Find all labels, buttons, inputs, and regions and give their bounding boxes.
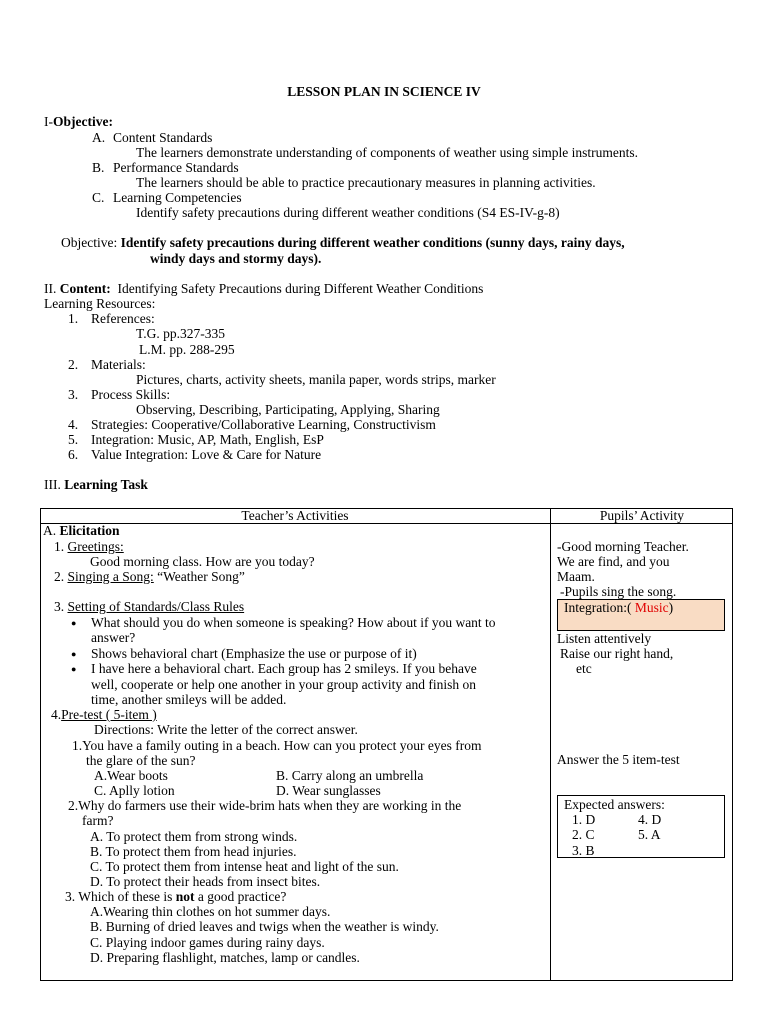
resource-integration: Integration: Music, AP, Math, English, EsP (91, 432, 324, 447)
learning-competencies-text: Identify safety precautions during different weather conditions (S4 ES-IV-g-8) (136, 205, 560, 220)
question2-choice-a: A. To protect them from strong winds. (90, 829, 298, 844)
question3-choice-c: C. Playing indoor games during rainy days. (90, 935, 325, 950)
resource-num-3: 3. (68, 387, 79, 402)
objective-statement-line2: windy days and stormy days). (150, 251, 322, 266)
bullet-dot: ● (71, 649, 77, 659)
performance-standards-label: Performance Standards (113, 160, 239, 175)
answer-5: 5. A (638, 827, 661, 842)
answer-1: 1. D (572, 812, 596, 827)
table-header-divider (40, 523, 733, 524)
objective-heading: I-Objective: (44, 114, 113, 129)
answer-3: 3. B (572, 843, 595, 858)
bullet3-line2: well, cooperate or help one another in your group activity and finish on (91, 677, 477, 692)
objective-statement-line1: Objective: Identify safety precautions during different weather conditions (sunny days, rainy days, (61, 235, 625, 250)
content-standards-label: Content Standards (113, 130, 213, 145)
question1-choice-c: C. Aplly lotion (94, 783, 175, 798)
learning-resources-label: Learning Resources: (44, 296, 156, 311)
question1-line2: the glare of the sun? (86, 753, 196, 768)
reference-lm: L.M. pp. 288-295 (139, 342, 235, 357)
pupils-answer-test: Answer the 5 item-test (557, 752, 680, 767)
content-standards-text: The learners demonstrate understanding of components of weather using simple instruments. (136, 145, 638, 160)
resource-materials: Materials: (91, 357, 146, 372)
content-standards-letter: A. (92, 130, 106, 145)
pupils-etc: etc (576, 661, 592, 676)
question2-choice-c: C. To protect them from intense heat and light of the sun. (90, 859, 399, 874)
question2-choice-b: B. To protect them from head injuries. (90, 844, 297, 859)
pretest-item: 4.Pre-test ( 5-item ) (51, 707, 157, 722)
resource-num-1: 1. (68, 311, 79, 326)
expected-answers-label: Expected answers: (564, 797, 665, 812)
resource-process-skills: Process Skills: (91, 387, 171, 402)
pretest-directions: Directions: Write the letter of the correct answer. (94, 722, 358, 737)
greetings-text: Good morning class. How are you today? (90, 554, 315, 569)
question2-line1: 2.Why do farmers use their wide-brim hats when they are working in the (68, 798, 462, 813)
greetings-item: 1. Greetings: (54, 539, 124, 554)
question1-choice-b: B. Carry along an umbrella (276, 768, 424, 783)
resource-num-4: 4. (68, 417, 79, 432)
answer-2: 2. C (572, 827, 595, 842)
integration-label: Integration:( Music) (564, 600, 674, 615)
table-column-divider (550, 508, 551, 981)
answer-4: 4. D (638, 812, 662, 827)
resource-num-6: 6. (68, 447, 79, 462)
bullet3-line3: time, another smileys will be added. (91, 692, 287, 707)
reference-tg: T.G. pp.327-335 (136, 326, 225, 341)
bullet1-line1: What should you do when someone is speaking? How about if you want to (91, 615, 496, 630)
resource-references: References: (91, 311, 155, 326)
bullet2-text: Shows behavioral chart (Emphasize the use or purpose of it) (91, 646, 417, 661)
resource-num-2: 2. (68, 357, 79, 372)
content-heading: II. Content: Identifying Safety Precautions during Different Weather Conditions (44, 281, 484, 296)
teacher-activities-header: Teacher’s Activities (241, 508, 349, 523)
question3-line1: 3. Which of these is not a good practice? (65, 889, 287, 904)
learning-competencies-letter: C. (92, 190, 105, 205)
bullet3-line1: I have here a behavioral chart. Each group has 2 smileys. If you behave (91, 661, 477, 676)
resource-value-integration: Value Integration: Love & Care for Nature (91, 447, 322, 462)
pupils-greeting-line3: Maam. (557, 569, 595, 584)
question2-line2: farm? (82, 813, 114, 828)
resource-num-5: 5. (68, 432, 79, 447)
materials-text: Pictures, charts, activity sheets, manila paper, words strips, marker (136, 372, 496, 387)
elicitation-heading: A. Elicitation (43, 523, 120, 538)
pupils-greeting-line2: We are find, and you (557, 554, 670, 569)
pupils-activity-header: Pupils’ Activity (599, 508, 685, 523)
performance-standards-letter: B. (92, 160, 105, 175)
question1-choice-d: D. Wear sunglasses (276, 783, 381, 798)
question1-line1: 1.You have a family outing in a beach. How can you protect your eyes from (72, 738, 482, 753)
page-title: LESSON PLAN IN SCIENCE IV (287, 84, 481, 99)
pupils-listen: Listen attentively (557, 631, 652, 646)
performance-standards-text: The learners should be able to practice precautionary measures in planning activities. (136, 175, 596, 190)
question2-choice-d: D. To protect their heads from insect bites. (90, 874, 321, 889)
bullet-dot: ● (71, 664, 77, 674)
question3-choice-a: A.Wearing thin clothes on hot summer days. (90, 904, 331, 919)
learning-task-heading: III. Learning Task (44, 477, 148, 492)
pupils-greeting-line1: -Good morning Teacher. (557, 539, 689, 554)
learning-competencies-label: Learning Competencies (113, 190, 242, 205)
process-skills-text: Observing, Describing, Participating, Applying, Sharing (136, 402, 440, 417)
bullet-dot: ● (71, 618, 77, 628)
pupils-sing: -Pupils sing the song. (560, 584, 677, 599)
question3-choice-b: B. Burning of dried leaves and twigs when the weather is windy. (90, 919, 439, 934)
bullet1-line2: answer? (91, 630, 136, 645)
song-item: 2. Singing a Song: “Weather Song” (54, 569, 245, 584)
question3-choice-d: D. Preparing flashlight, matches, lamp or candles. (90, 950, 360, 965)
question1-choice-a: A.Wear boots (94, 768, 168, 783)
pupils-raise-hand: Raise our right hand, (560, 646, 674, 661)
standards-item: 3. Setting of Standards/Class Rules (54, 599, 245, 614)
resource-strategies: Strategies: Cooperative/Collaborative Learning, Constructivism (91, 417, 436, 432)
